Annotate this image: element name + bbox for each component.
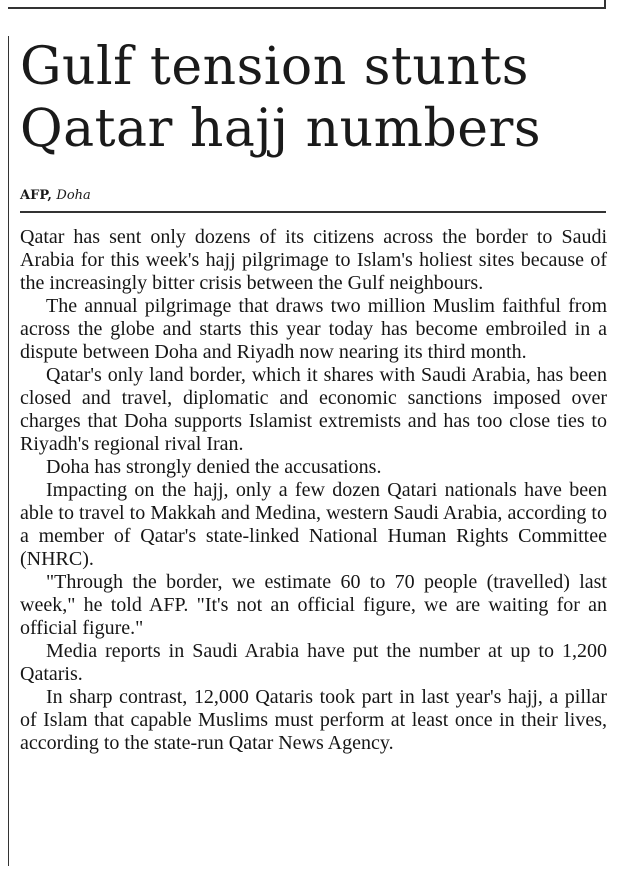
headline-line-2: Qatar hajj numbers	[20, 99, 542, 159]
byline-rule	[20, 211, 606, 213]
paragraph-6: "Through the border, we estimate 60 to 70 people (travelled) last week," he told AFP. "It's not an official figure, we are waiting for an official figure."	[20, 571, 607, 639]
paragraph-1: Qatar has sent only dozens of its citizens across the border to Saudi Arabia for this week's hajj pilgrimage to Islam's holiest sites because of the increasingly bitter crisis between the Gulf neighbours.	[20, 226, 607, 294]
article-body	[20, 226, 607, 755]
paragraph-2: The annual pilgrimage that draws two million Muslim faithful from across the globe and starts this year today has become embroiled in a dispute between Doha and Riyadh now nearing its third month.	[20, 295, 607, 363]
top-rule	[8, 7, 606, 9]
paragraph-7: Media reports in Saudi Arabia have put the number at up to 1,200 Qataris.	[20, 640, 607, 685]
paragraph-4: Doha has strongly denied the accusations.	[46, 456, 382, 478]
byline-place: Doha	[56, 188, 91, 203]
paragraph-3: Qatar's only land border, which it shares with Saudi Arabia, has been closed and travel, diplomatic and economic sanctions imposed over charges that Doha supports Islamist extremists and has too close ties to Riyadh's regional rival Iran.	[20, 364, 607, 455]
byline	[20, 186, 91, 205]
column-left-rule	[8, 36, 9, 866]
byline-agency: AFP,	[20, 188, 52, 203]
column-right-rule	[604, 0, 606, 9]
paragraph-5: Impacting on the hajj, only a few dozen Qatari nationals have been able to travel to Makkah and Medina, western Saudi Arabia, according to a member of Qatar's state-linked National Human Rights Committee (NHRC).	[20, 479, 607, 570]
paragraph-8: In sharp contrast, 12,000 Qataris took part in last year's hajj, a pillar of Islam that capable Muslims must perform at least once in their lives, according to the state-run Qatar News Agency.	[20, 686, 607, 754]
headline	[20, 36, 610, 160]
headline-line-1: Gulf tension stunts	[20, 37, 529, 97]
